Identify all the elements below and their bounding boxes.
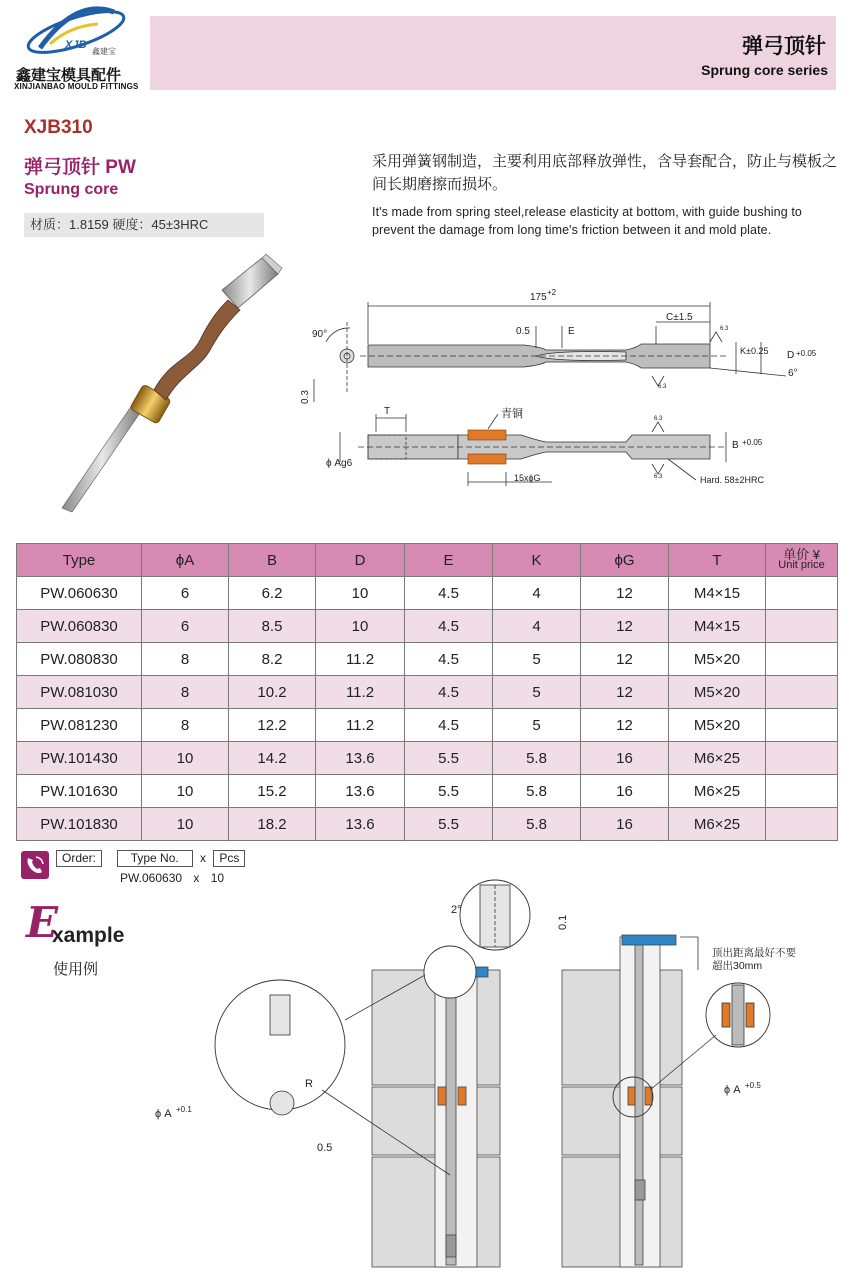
price-header-en: Unit price xyxy=(778,559,825,571)
example-label-A05: ϕ A xyxy=(724,1084,741,1096)
table-cell: 16 xyxy=(581,808,669,841)
example-dim-05: 0.5 xyxy=(317,1142,333,1154)
table-cell: M4×15 xyxy=(669,577,766,610)
company-logo xyxy=(10,4,145,90)
dim-length: 175 xyxy=(530,292,547,303)
table-cell: M5×20 xyxy=(669,643,766,676)
example-title-initial: E xyxy=(26,898,59,947)
example-note-line1: 顶出距离最好不要 xyxy=(712,947,796,959)
example-dim-01: 0.1 xyxy=(557,914,569,930)
table-cell: 11.2 xyxy=(316,709,405,742)
table-cell: 16 xyxy=(581,742,669,775)
roughness-2: 6.3 xyxy=(658,384,667,390)
product-title-cn: 弹弓顶针 PW xyxy=(24,157,136,178)
table-cell: M5×20 xyxy=(669,709,766,742)
dim-angle-90: 90° xyxy=(312,329,328,340)
order-format xyxy=(56,850,245,867)
table-cell: 5.8 xyxy=(493,742,581,775)
table-cell: 12 xyxy=(581,577,669,610)
col-d: D xyxy=(316,544,405,577)
table-cell: 15.2 xyxy=(229,775,316,808)
price-cell xyxy=(766,742,838,775)
table-cell: 18.2 xyxy=(229,808,316,841)
table-cell: 13.6 xyxy=(316,742,405,775)
table-cell: PW.081230 xyxy=(17,709,142,742)
order-label: Order: xyxy=(56,850,102,867)
table-header-row xyxy=(17,544,838,577)
table-cell: PW.101630 xyxy=(17,775,142,808)
logo-mark: XJB xyxy=(65,39,87,51)
table-cell: 5 xyxy=(493,676,581,709)
order-type-no: Type No. xyxy=(117,850,193,867)
price-cell xyxy=(766,808,838,841)
table-cell: PW.101430 xyxy=(17,742,142,775)
table-cell: 4.5 xyxy=(405,643,493,676)
dim-D-tol: +0.05 xyxy=(796,349,817,358)
material-spec: 材质：1.8159 硬度：45±3HRC xyxy=(24,213,264,237)
table-cell: 8.5 xyxy=(229,610,316,643)
example-title-rest: xample xyxy=(52,924,125,947)
table-cell: 8 xyxy=(142,676,229,709)
table-cell: 4.5 xyxy=(405,610,493,643)
roughness-4: 6.3 xyxy=(654,474,663,480)
col-g: ϕG xyxy=(581,544,669,577)
order-pcs: Pcs xyxy=(213,850,245,867)
table-cell: 12 xyxy=(581,709,669,742)
table-row xyxy=(17,742,838,775)
table-cell: 14.2 xyxy=(229,742,316,775)
table-cell: 8 xyxy=(142,643,229,676)
series-title-cn: 弹弓顶针 xyxy=(742,35,826,58)
table-cell: 6.2 xyxy=(229,577,316,610)
dim-05: 0.5 xyxy=(516,326,530,337)
table-cell: PW.060830 xyxy=(17,610,142,643)
company-name-en: XINJIANBAO MOULD FITTINGS xyxy=(14,82,139,91)
price-cell xyxy=(766,577,838,610)
table-row xyxy=(17,676,838,709)
description-en: It's made from spring steel,release elasticity at bottom, with guide bushing to prevent the damage from long time's friction between it and mold plate. xyxy=(372,205,802,237)
order-x: x xyxy=(200,851,207,865)
table-cell: 11.2 xyxy=(316,676,405,709)
table-cell: 4 xyxy=(493,610,581,643)
table-cell: 8 xyxy=(142,709,229,742)
table-cell: 10 xyxy=(316,610,405,643)
table-cell: 8.2 xyxy=(229,643,316,676)
table-cell: 12 xyxy=(581,643,669,676)
table-cell: 10.2 xyxy=(229,676,316,709)
example-label-A05-tol: +0.5 xyxy=(745,1081,761,1090)
table-cell: 13.6 xyxy=(316,808,405,841)
dim-C: C±1.5 xyxy=(666,312,693,323)
table-cell: 16 xyxy=(581,775,669,808)
table-cell: 4.5 xyxy=(405,577,493,610)
table-cell: 12 xyxy=(581,676,669,709)
example-label-A01-tol: +0.1 xyxy=(176,1105,192,1114)
example-angle-2: 2° xyxy=(451,904,462,916)
table-cell: 12.2 xyxy=(229,709,316,742)
example-label-R: R xyxy=(305,1078,313,1090)
table-cell: 5.8 xyxy=(493,775,581,808)
product-code: XJB310 xyxy=(24,117,93,138)
col-t: T xyxy=(669,544,766,577)
dim-T: T xyxy=(384,406,391,417)
table-cell: 5 xyxy=(493,643,581,676)
product-title-en: Sprung core xyxy=(24,181,119,198)
col-e: E xyxy=(405,544,493,577)
technical-drawing xyxy=(296,282,836,497)
table-cell: 10 xyxy=(316,577,405,610)
table-cell: 6 xyxy=(142,577,229,610)
table-cell: 10 xyxy=(142,742,229,775)
table-cell: 4.5 xyxy=(405,709,493,742)
dim-B-tol: +0.05 xyxy=(742,438,763,447)
table-cell: 4.5 xyxy=(405,676,493,709)
price-cell xyxy=(766,610,838,643)
logo-brand: 鑫建宝 xyxy=(92,47,116,56)
order-example-type: PW.060630 xyxy=(120,871,183,885)
price-cell xyxy=(766,676,838,709)
table-cell: PW.081030 xyxy=(17,676,142,709)
table-row xyxy=(17,709,838,742)
table-cell: PW.080830 xyxy=(17,643,142,676)
dim-length-tol: +2 xyxy=(547,288,557,297)
table-row xyxy=(17,577,838,610)
table-cell: M6×25 xyxy=(669,742,766,775)
table-cell: M6×25 xyxy=(669,775,766,808)
roughness-3: 6.3 xyxy=(654,416,663,422)
series-title-en: Sprung core series xyxy=(701,62,828,78)
dim-B: B xyxy=(732,440,739,451)
table-cell: 10 xyxy=(142,775,229,808)
table-cell: 10 xyxy=(142,808,229,841)
table-row xyxy=(17,643,838,676)
table-row xyxy=(17,808,838,841)
table-cell: M4×15 xyxy=(669,610,766,643)
table-cell: 11.2 xyxy=(316,643,405,676)
phone-order-icon xyxy=(20,850,50,880)
dim-03: 0.3 xyxy=(300,390,311,404)
table-cell: PW.060630 xyxy=(17,577,142,610)
product-photo xyxy=(50,250,290,525)
order-example-qty: 10 xyxy=(210,871,225,885)
example-label-A01: ϕ A xyxy=(155,1108,172,1120)
table-cell: M5×20 xyxy=(669,676,766,709)
dim-E: E xyxy=(568,326,575,337)
col-b: B xyxy=(229,544,316,577)
table-cell: 5 xyxy=(493,709,581,742)
table-row xyxy=(17,610,838,643)
label-bronze: 青铜 xyxy=(501,408,523,420)
table-cell: 5.5 xyxy=(405,808,493,841)
example-note-line2: 超出30mm xyxy=(712,960,763,972)
price-header-cn: 单价 ¥ xyxy=(783,547,820,562)
table-cell: PW.101830 xyxy=(17,808,142,841)
col-price xyxy=(766,544,838,577)
dim-D: D xyxy=(787,350,795,361)
table-cell: 4 xyxy=(493,577,581,610)
label-hardness: Hard. 58±2HRC xyxy=(700,475,764,485)
usage-example-drawing xyxy=(150,875,830,1270)
table-cell: 5.5 xyxy=(405,775,493,808)
col-type: Type xyxy=(17,544,142,577)
table-cell: 5.8 xyxy=(493,808,581,841)
roughness-1: 6.3 xyxy=(720,326,729,332)
col-a: ϕA xyxy=(142,544,229,577)
dim-K: K±0.25 xyxy=(740,346,769,356)
table-row xyxy=(17,775,838,808)
table-cell: 6 xyxy=(142,610,229,643)
price-cell xyxy=(766,775,838,808)
table-cell: 12 xyxy=(581,610,669,643)
table-cell: M6×25 xyxy=(669,808,766,841)
description-cn: 采用弹簧钢制造，主要利用底部释放弹性，含导套配合，防止与模板之间长期磨擦而损坏。 xyxy=(372,153,838,193)
spec-table xyxy=(16,543,838,841)
price-cell xyxy=(766,709,838,742)
table-cell: 13.6 xyxy=(316,775,405,808)
company-name-cn: 鑫建宝模具配件 xyxy=(16,67,122,84)
col-k: K xyxy=(493,544,581,577)
logo-emblem-icon xyxy=(10,4,145,64)
table-body xyxy=(17,577,838,841)
table-cell: 5.5 xyxy=(405,742,493,775)
dim-15G: 15xϕG xyxy=(514,473,541,483)
order-example-x: x xyxy=(193,871,200,885)
dim-angle-6: 6° xyxy=(788,368,798,379)
price-cell xyxy=(766,643,838,676)
example-title-cn: 使用例 xyxy=(53,961,99,978)
series-banner xyxy=(150,16,836,90)
dim-A: ϕ Ag6 xyxy=(326,458,353,469)
